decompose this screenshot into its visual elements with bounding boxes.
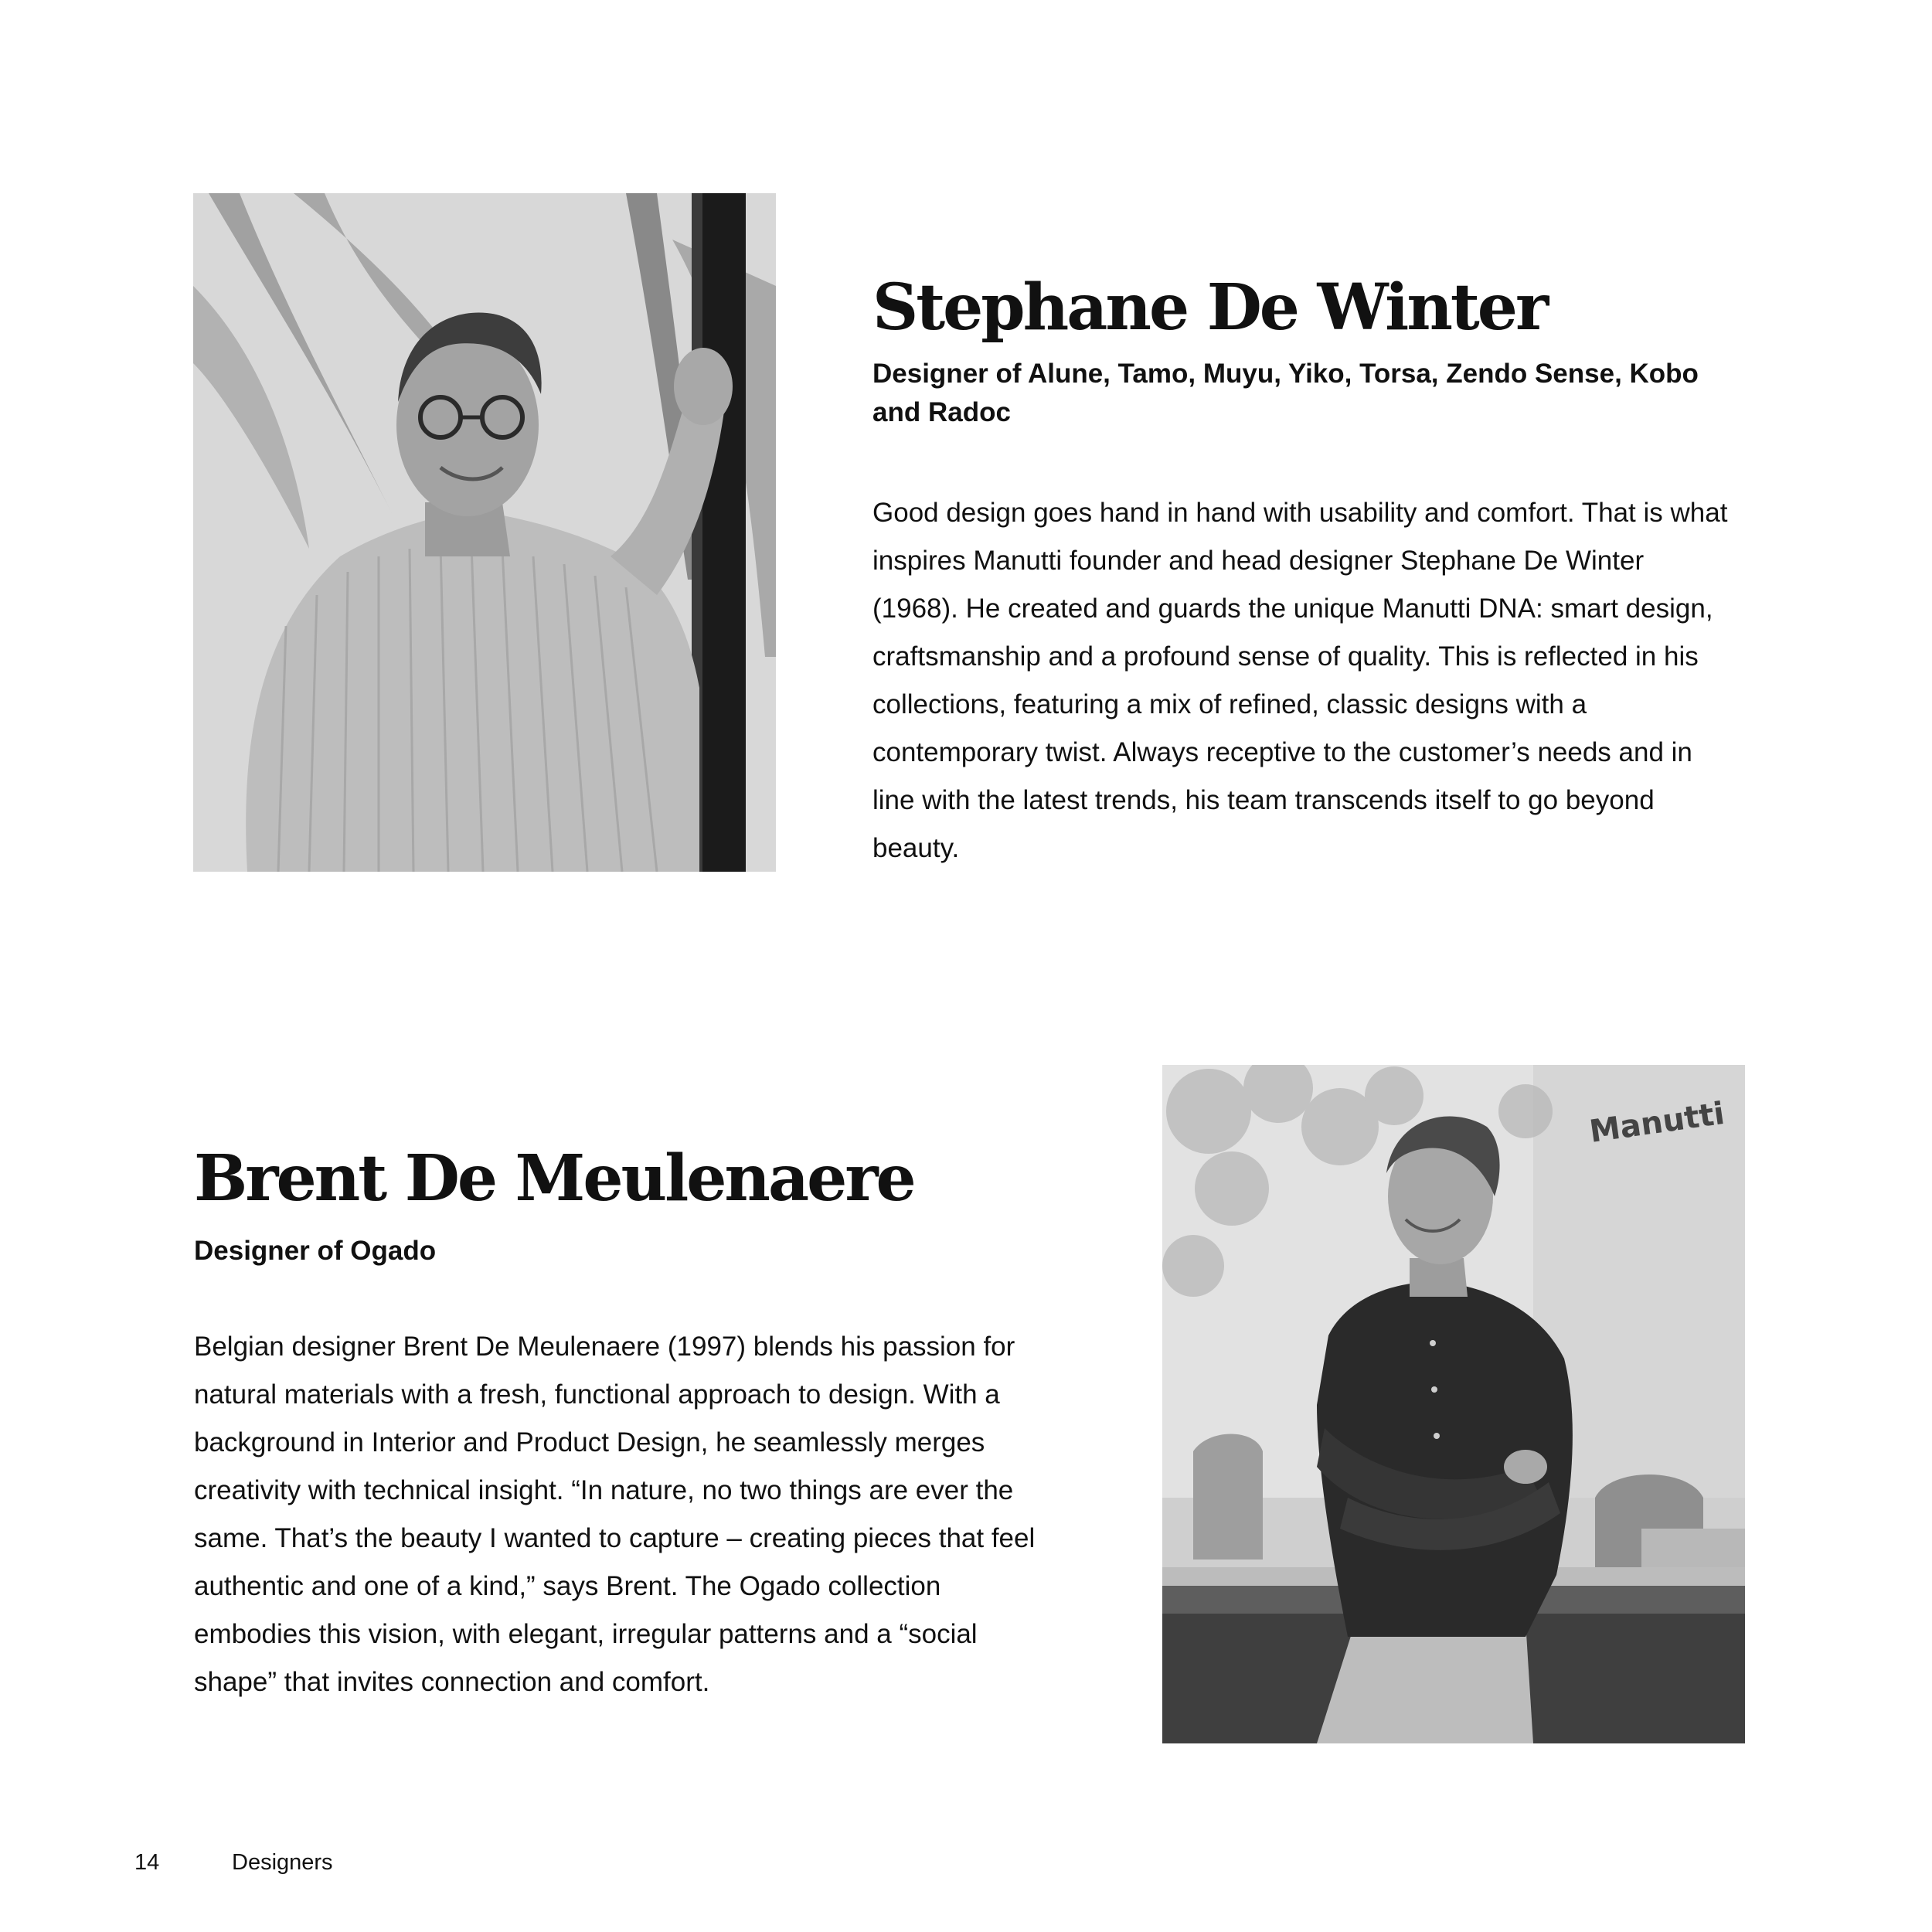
brent-portrait-image — [1162, 1065, 1745, 1743]
designer-role: Designer of Alune, Tamo, Muyu, Yiko, Torsa, Zendo Sense, Kobo and Radoc — [872, 359, 1699, 428]
section-name: Designers — [232, 1850, 333, 1875]
designer-name: Brent De Meulenaere — [194, 1141, 914, 1216]
stephane-de-winter-photo — [193, 193, 776, 872]
designer-role: Designer of Ogado — [194, 1236, 437, 1267]
brent-de-meulenaere-profile — [194, 1141, 1052, 1706]
manutti-wall-sign: Manutti — [1587, 1095, 1727, 1150]
designer-name: Stephane De Winter — [872, 270, 1547, 345]
designer-bio: Good design goes hand in hand with usability and comfort. That is what inspires Manutti founder and head designer Stephane De Winter (1968). He created and guards the unique Manutti DNA: smart design, craftsmanship and a profound sense of quality. This is reflected in his collections, featuring a mix of refined, classic designs with a contemporary twist. Always receptive to the customer’s needs and in line with the latest trends, his team transcends itself to go beyond beauty. — [872, 498, 1728, 864]
page-number: 14 — [134, 1850, 160, 1875]
brent-de-meulenaere-photo — [1162, 1065, 1745, 1743]
stephane-portrait-image — [193, 193, 776, 872]
designer-bio: Belgian designer Brent De Meulenaere (1997) blends his passion for natural materials with a fresh, functional approach to design. With a background in Interior and Product Design, he seamlessly merges creativity with technical insight. “In nature, no two things are ever the same. That’s the beauty I wanted to capture – creating pieces that feel authentic and one of a kind,” says Brent. The Ogado collection embodies this vision, with elegant, irregular patterns and a “social shape” that invites connection and comfort. — [194, 1332, 1036, 1698]
stephane-de-winter-profile — [872, 270, 1730, 872]
